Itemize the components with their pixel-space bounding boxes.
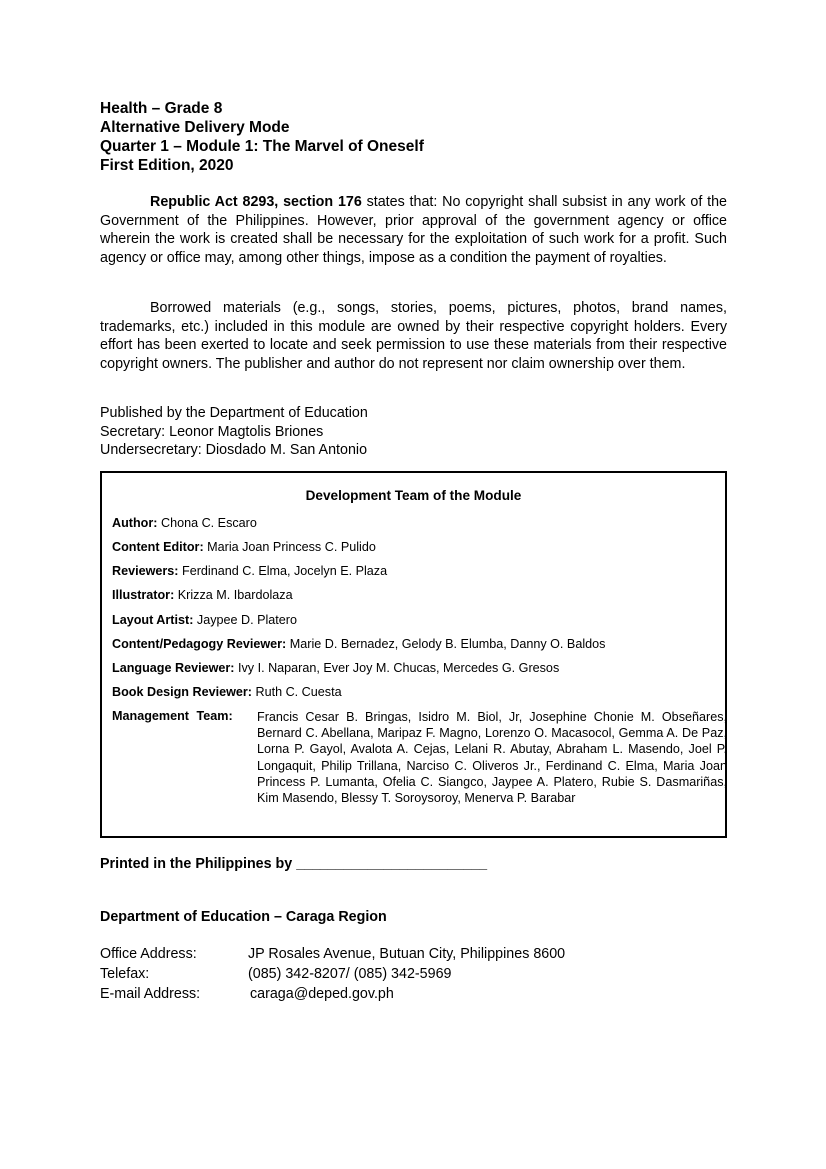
role-label: Language Reviewer: <box>112 661 235 675</box>
telefax-number: (085) 342-8207/ (085) 342-5969 <box>248 966 452 982</box>
contact-row-telefax <box>100 964 565 984</box>
module-title: Quarter 1 – Module 1: The Marvel of Oneself <box>100 138 424 155</box>
role-label: Reviewers: <box>112 564 179 578</box>
role-value: Ferdinand C. Elma, Jocelyn E. Plaza <box>178 564 388 578</box>
module-title-block <box>100 99 727 175</box>
role-value: Ruth C. Cuesta <box>251 685 342 699</box>
management-team-label: Management Team: <box>112 709 233 723</box>
subject-grade: Health – Grade 8 <box>100 100 223 117</box>
secretary: Secretary: Leonor Magtolis Briones <box>100 423 324 440</box>
contact-label: Telefax: <box>100 966 150 982</box>
delivery-mode: Alternative Delivery Mode <box>100 119 290 136</box>
copyright-text: states that: No copyright shall subsist in any work of the Government of the Philippines. However, prior approval of the government agency or office wherein the work is created shall be necessary for the exploitation of such work for a profit. Such agency or office may, among other things, impose as a condition the payment of royalties. <box>100 194 727 266</box>
team-row-language-reviewer <box>112 661 559 675</box>
team-title: Development Team of the Module <box>305 488 522 503</box>
regional-office-name: Department of Education – Caraga Region <box>100 909 387 925</box>
contact-info <box>100 944 565 1004</box>
role-label: Illustrator: <box>112 588 175 602</box>
team-row-book-design-reviewer <box>112 685 342 699</box>
team-row-author <box>112 516 257 530</box>
borrowed-materials-paragraph: Borrowed materials (e.g., songs, stories, poems, pictures, photos, brand names, trademarks, etc.) included in this module are owned by their respective copyright holders. Every effort has been exerted to locate and seek permission to use these materials from their respective copyright owners. The publisher and author do not represent nor claim ownership over them. <box>100 300 727 372</box>
republic-act-reference: Republic Act 8293, section 176 <box>150 194 362 210</box>
team-row-illustrator <box>112 588 293 602</box>
copyright-page <box>100 99 727 1002</box>
printed-by: Printed in the Philippines by ________________________ <box>100 856 488 872</box>
role-value: Maria Joan Princess C. Pulido <box>203 540 376 554</box>
management-team-names: Francis Cesar B. Bringas, Isidro M. Biol, Jr, Josephine Chonie M. Obseñares, Bernard C. Abellana, Maripaz F. Magno, Lorenzo O. Macasocol, Gemma A. De Paz, Lorna P. Gayol, Avalota A. Cejas, Lelani R. Abutay, Abraham L. Masendo, Joel P. Longaquit, Philip Trillana, Narciso C. Oliveros Jr., Ferdinand C. Elma, Maria Joan Princess P. Lumanta, Ofelia C. Siangco, Jaypee A. Platero, Rubie S. Dasmariñas, Kim Masendo, Blessy T. Soroysoroy, Menerva P. Barabar <box>257 710 727 806</box>
office-address: JP Rosales Avenue, Butuan City, Philippines 8600 <box>248 946 566 962</box>
edition: First Edition, 2020 <box>100 157 234 174</box>
role-value: Jaypee D. Platero <box>193 613 298 627</box>
role-value: Marie D. Bernadez, Gelody B. Elumba, Danny O. Baldos <box>286 637 606 651</box>
team-row-pedagogy-reviewer <box>112 637 605 651</box>
role-label: Author: <box>112 516 158 530</box>
contact-row-address <box>100 944 565 964</box>
role-label: Layout Artist: <box>112 613 194 627</box>
contact-label: Office Address: <box>100 946 197 962</box>
contact-label: E-mail Address: <box>100 986 201 1002</box>
copyright-paragraph <box>100 193 727 267</box>
role-value: Ivy I. Naparan, Ever Joy M. Chucas, Mercedes G. Gresos <box>234 661 560 675</box>
role-label: Content Editor: <box>112 540 204 554</box>
undersecretary: Undersecretary: Diosdado M. San Antonio <box>100 442 368 459</box>
role-label: Content/Pedagogy Reviewer: <box>112 637 287 651</box>
publisher-info <box>100 404 368 460</box>
email-address: caraga@deped.gov.ph <box>250 986 394 1002</box>
team-row-reviewers <box>112 564 387 578</box>
published-by: Published by the Department of Education <box>100 405 368 421</box>
role-label: Book Design Reviewer: <box>112 685 252 699</box>
development-team-box <box>100 471 727 838</box>
role-value: Krizza M. Ibardolaza <box>174 588 293 602</box>
team-row-content-editor <box>112 540 376 554</box>
role-value: Chona C. Escaro <box>157 516 257 530</box>
team-row-layout-artist <box>112 613 297 627</box>
contact-row-email <box>100 984 565 1004</box>
